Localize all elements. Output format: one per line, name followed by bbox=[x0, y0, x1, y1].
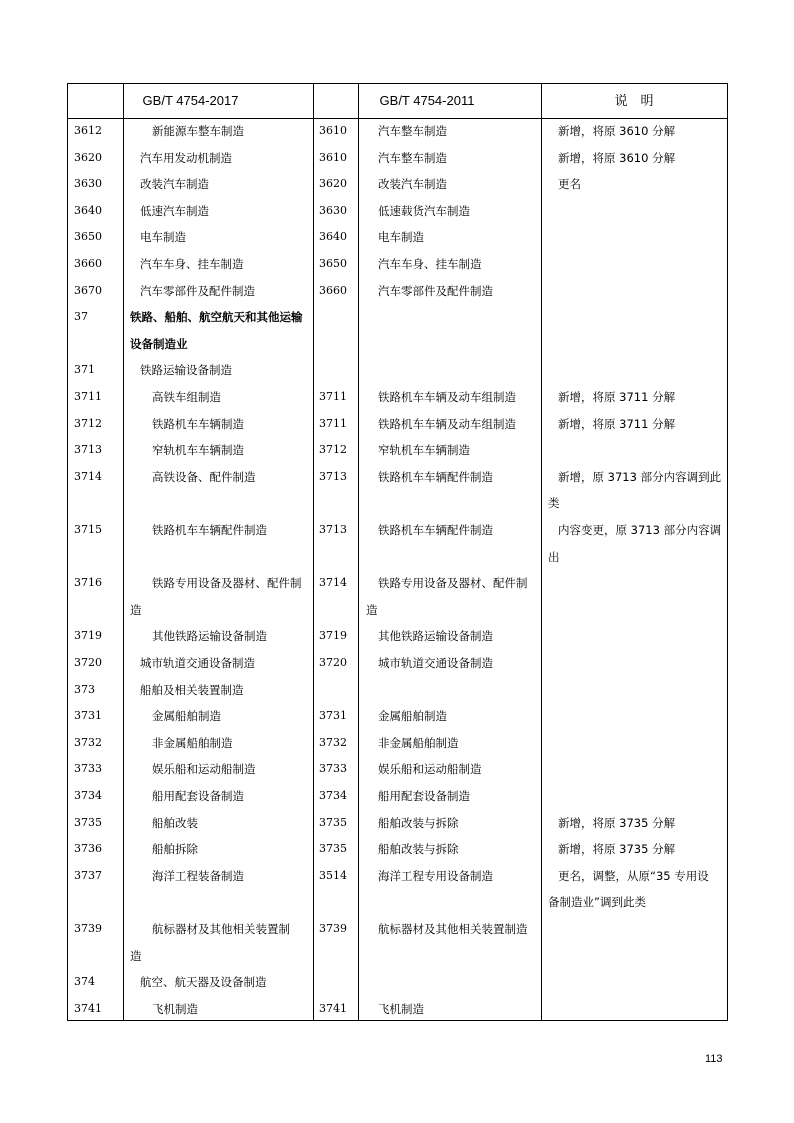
gb2017-code-cell: 371 bbox=[74, 363, 95, 377]
table-row bbox=[68, 836, 727, 863]
note-cell: 备制造业”调到此类 bbox=[548, 895, 646, 910]
gb2017-code-cell: 3650 bbox=[74, 230, 102, 244]
gb2011-code-cell: 3713 bbox=[319, 469, 347, 483]
table-row bbox=[68, 278, 727, 305]
gb2017-code-cell: 3711 bbox=[74, 390, 102, 403]
gb2011-code-cell: 3713 bbox=[319, 523, 347, 536]
table-row bbox=[68, 357, 727, 384]
note-cell: 新增，将原 3735 分解 bbox=[558, 842, 676, 857]
gb2017-code-cell: 3734 bbox=[74, 789, 102, 802]
table-row bbox=[68, 517, 727, 544]
note-cell: 更名，调整，从原“35 专用设 bbox=[558, 868, 709, 883]
gb2017-name-cell: 铁路机车车辆制造 bbox=[152, 416, 244, 431]
gb2017-name-cell: 铁路专用设备及器材、配件制 bbox=[152, 576, 302, 591]
gb2017-name-cell: 航空、航天器及设备制造 bbox=[140, 975, 267, 990]
gb2011-code-cell: 3514 bbox=[319, 868, 347, 882]
gb2017-code-cell: 3731 bbox=[74, 709, 102, 723]
gb2017-name-cell: 铁路运输设备制造 bbox=[140, 363, 232, 378]
note-cell: 新增，将原 3711 分解 bbox=[558, 416, 676, 431]
gb2017-code-cell: 3612 bbox=[74, 124, 102, 137]
table-row bbox=[68, 171, 727, 198]
table-row bbox=[68, 943, 727, 970]
gb2017-code-cell: 3660 bbox=[74, 257, 102, 270]
table-row bbox=[68, 916, 727, 943]
gb2017-code-cell: 3630 bbox=[74, 177, 102, 191]
note-cell: 更名 bbox=[558, 177, 581, 192]
gb2017-name-cell: 汽车用发动机制造 bbox=[140, 150, 232, 165]
gb2017-name-cell: 城市轨道交通设备制造 bbox=[140, 656, 255, 670]
table-row bbox=[68, 198, 727, 225]
table-row bbox=[68, 597, 727, 624]
gb2017-name-cell: 汽车零部件及配件制造 bbox=[140, 283, 255, 298]
gb2011-code-cell: 3610 bbox=[319, 150, 347, 164]
gb2017-code-cell: 373 bbox=[74, 682, 95, 696]
gb2017-name-cell: 设备制造业 bbox=[130, 336, 188, 351]
gb2017-code-cell: 3741 bbox=[74, 1001, 102, 1015]
gb2011-name-cell: 电车制造 bbox=[378, 230, 424, 245]
table-row bbox=[68, 224, 727, 251]
gb2017-code-cell: 3720 bbox=[74, 656, 102, 669]
gb2011-name-cell: 城市轨道交通设备制造 bbox=[378, 656, 493, 670]
gb2011-code-cell: 3732 bbox=[319, 735, 347, 749]
table-row bbox=[68, 145, 727, 172]
note-cell: 内容变更，原 3713 部分内容调 bbox=[558, 523, 722, 537]
gb2017-name-cell: 非金属船舶制造 bbox=[152, 735, 233, 750]
gb2017-name-cell: 铁路、船舶、航空航天和其他运输 bbox=[130, 310, 303, 325]
table-row bbox=[68, 623, 727, 650]
gb2017-code-cell: 3716 bbox=[74, 576, 102, 590]
gb2017-code-cell: 3640 bbox=[74, 203, 102, 217]
gb2011-name-cell: 海洋工程专用设备制造 bbox=[378, 868, 493, 883]
gb2011-code-cell: 3712 bbox=[319, 443, 347, 457]
gb2011-name-cell: 铁路机车车辆及动车组制造 bbox=[378, 390, 516, 404]
gb2017-code-cell: 3712 bbox=[74, 416, 102, 430]
table-row bbox=[68, 118, 727, 145]
table-row bbox=[68, 437, 727, 464]
gb2017-name-cell: 航标器材及其他相关装置制 bbox=[152, 922, 290, 936]
gb2017-code-cell: 3719 bbox=[74, 629, 102, 643]
gb2017-code-cell: 3732 bbox=[74, 735, 102, 749]
gb2017-code-cell: 3737 bbox=[74, 868, 102, 882]
gb2011-code-cell: 3735 bbox=[319, 842, 347, 856]
note-cell: 新增，将原 3735 分解 bbox=[558, 815, 676, 830]
gb2017-name-cell: 改装汽车制造 bbox=[140, 177, 209, 192]
table-row bbox=[68, 969, 727, 996]
gb2011-name-cell: 航标器材及其他相关装置制造 bbox=[378, 922, 528, 936]
gb2017-code-cell: 3739 bbox=[74, 922, 102, 935]
gb2011-code-cell: 3650 bbox=[319, 257, 347, 270]
gb2011-code-cell: 3620 bbox=[319, 177, 347, 191]
gb2011-name-cell: 娱乐船和运动船制造 bbox=[378, 762, 482, 777]
gb2017-name-cell: 船舶改装 bbox=[152, 815, 198, 830]
gb2017-name-cell: 造 bbox=[130, 602, 142, 617]
gb2017-name-cell: 船舶及相关装置制造 bbox=[140, 682, 244, 697]
gb2011-code-cell: 3739 bbox=[319, 922, 347, 935]
gb2017-code-cell: 3670 bbox=[74, 283, 102, 297]
gb2011-name-cell: 铁路机车车辆及动车组制造 bbox=[378, 416, 516, 431]
gb2011-name-cell: 船舶改装与拆除 bbox=[378, 815, 459, 830]
gb2017-name-cell: 低速汽车制造 bbox=[140, 203, 209, 218]
gb2011-code-cell: 3630 bbox=[319, 203, 347, 217]
gb2011-code-cell: 3734 bbox=[319, 789, 347, 802]
gb2011-name-cell: 造 bbox=[366, 602, 378, 617]
gb2011-name-cell: 汽车车身、挂车制造 bbox=[378, 257, 482, 271]
gb2011-code-cell: 3735 bbox=[319, 815, 347, 829]
gb2017-name-cell: 电车制造 bbox=[140, 230, 186, 245]
table-row bbox=[68, 863, 727, 890]
gb2011-code-cell: 3660 bbox=[319, 283, 347, 297]
table-row bbox=[68, 810, 727, 837]
note-cell: 新增，原 3713 部分内容调到此 bbox=[558, 469, 722, 484]
gb2011-name-cell: 铁路机车车辆配件制造 bbox=[378, 469, 493, 484]
gb2017-name-cell: 汽车车身、挂车制造 bbox=[140, 257, 244, 271]
table-row bbox=[68, 570, 727, 597]
classification-comparison-table bbox=[67, 83, 728, 1021]
gb2011-code-cell: 3610 bbox=[319, 124, 347, 137]
gb2011-code-cell: 3731 bbox=[319, 709, 347, 723]
gb2017-name-cell: 海洋工程装备制造 bbox=[152, 868, 244, 883]
gb2011-name-cell: 金属船舶制造 bbox=[378, 709, 447, 724]
table-row bbox=[68, 996, 727, 1023]
table-row bbox=[68, 544, 727, 571]
gb2011-code-cell: 3741 bbox=[319, 1001, 347, 1015]
table-row bbox=[68, 251, 727, 278]
table-row bbox=[68, 889, 727, 916]
gb2011-name-cell: 窄轨机车车辆制造 bbox=[378, 443, 470, 458]
gb2011-name-cell: 其他铁路运输设备制造 bbox=[378, 629, 493, 644]
gb2011-name-cell: 船用配套设备制造 bbox=[378, 789, 470, 803]
gb2017-name-cell: 造 bbox=[130, 948, 142, 963]
gb2017-code-cell: 3714 bbox=[74, 469, 102, 483]
table-row bbox=[68, 730, 727, 757]
gb2017-code-cell: 3735 bbox=[74, 815, 102, 829]
gb2011-name-cell: 铁路专用设备及器材、配件制 bbox=[378, 576, 528, 591]
note-cell: 新增，将原 3711 分解 bbox=[558, 390, 676, 404]
note-cell: 出 bbox=[548, 549, 560, 564]
gb2017-code-cell: 3713 bbox=[74, 443, 102, 457]
table-row bbox=[68, 304, 727, 331]
gb2017-code-cell: 3715 bbox=[74, 523, 102, 536]
gb2017-name-cell: 其他铁路运输设备制造 bbox=[152, 629, 267, 644]
table-row bbox=[68, 783, 727, 810]
note-cell: 新增，将原 3610 分解 bbox=[558, 124, 676, 138]
note-cell: 类 bbox=[548, 496, 560, 511]
table-row bbox=[68, 464, 727, 491]
gb2011-code-cell: 3711 bbox=[319, 416, 347, 430]
gb2011-code-cell: 3714 bbox=[319, 576, 347, 590]
gb2017-name-cell: 娱乐船和运动船制造 bbox=[152, 762, 256, 777]
gb2017-name-cell: 金属船舶制造 bbox=[152, 709, 221, 724]
gb2011-code-cell: 3720 bbox=[319, 656, 347, 669]
table-row bbox=[68, 331, 727, 358]
gb2011-name-cell: 汽车零部件及配件制造 bbox=[378, 283, 493, 298]
gb2017-code-cell: 3620 bbox=[74, 150, 102, 164]
gb2011-name-cell: 汽车整车制造 bbox=[378, 150, 447, 165]
page-number: 113 bbox=[705, 1053, 723, 1065]
table-row bbox=[68, 411, 727, 438]
gb2011-name-cell: 汽车整车制造 bbox=[378, 124, 447, 138]
gb2017-name-cell: 高铁设备、配件制造 bbox=[152, 469, 256, 484]
table-row bbox=[68, 703, 727, 730]
gb2011-code-cell: 3733 bbox=[319, 762, 347, 776]
gb2017-name-cell: 新能源车整车制造 bbox=[152, 124, 244, 138]
gb2017-code-cell: 3736 bbox=[74, 842, 102, 856]
note-cell: 新增，将原 3610 分解 bbox=[558, 150, 676, 165]
gb2017-code-cell: 3733 bbox=[74, 762, 102, 776]
gb2011-code-cell: 3711 bbox=[319, 390, 347, 403]
gb2011-name-cell: 改装汽车制造 bbox=[378, 177, 447, 192]
gb2017-code-cell: 37 bbox=[74, 310, 88, 324]
table-row bbox=[68, 490, 727, 517]
gb2011-code-cell: 3719 bbox=[319, 629, 347, 643]
table-row bbox=[68, 756, 727, 783]
table-row bbox=[68, 384, 727, 411]
gb2011-name-cell: 低速载货汽车制造 bbox=[378, 203, 470, 218]
gb2017-code-cell: 374 bbox=[74, 975, 95, 989]
gb2011-name-cell: 飞机制造 bbox=[378, 1001, 424, 1016]
gb2017-name-cell: 船用配套设备制造 bbox=[152, 789, 244, 803]
gb2017-name-cell: 飞机制造 bbox=[152, 1001, 198, 1016]
gb2011-code-cell: 3640 bbox=[319, 230, 347, 244]
gb2017-name-cell: 船舶拆除 bbox=[152, 842, 198, 857]
table-row bbox=[68, 650, 727, 677]
header-gb2017: GB/T 4754-2017 bbox=[142, 93, 239, 108]
header-note: 说 明 bbox=[614, 93, 654, 108]
gb2011-name-cell: 船舶改装与拆除 bbox=[378, 842, 459, 857]
gb2011-name-cell: 非金属船舶制造 bbox=[378, 735, 459, 750]
gb2017-name-cell: 铁路机车车辆配件制造 bbox=[152, 523, 267, 537]
gb2017-name-cell: 窄轨机车车辆制造 bbox=[152, 443, 244, 458]
table-row bbox=[68, 677, 727, 704]
gb2011-name-cell: 铁路机车车辆配件制造 bbox=[378, 523, 493, 537]
header-gb2011: GB/T 4754-2011 bbox=[379, 93, 475, 108]
gb2017-name-cell: 高铁车组制造 bbox=[152, 390, 221, 404]
